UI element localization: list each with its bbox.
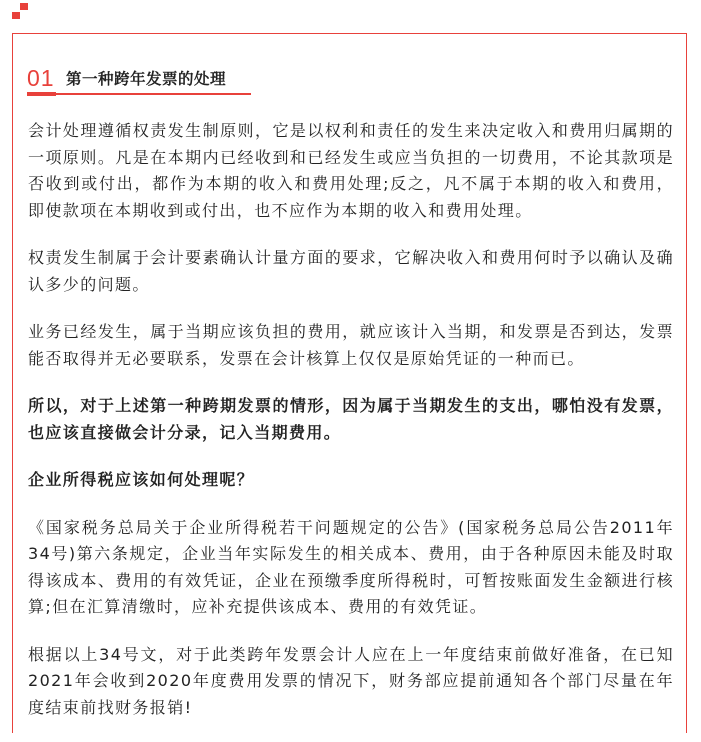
paragraph: 会计处理遵循权责发生制原则，它是以权利和责任的发生来决定收入和费用归属期的一项原则。凡是在本期内已经收到和已经发生或应当负担的一切费用，不论其款项是否收到或付出，都作为本期的收入和费用处理;反之，凡不属于本期的收入和费用，即使款项在本期收到或付出，也不应作为本期的收入和费用处理。 — [28, 121, 674, 220]
section-title: 第一种跨年发票的处理 — [66, 70, 227, 88]
section-number: 01 — [27, 65, 55, 91]
decor-square-1 — [12, 12, 20, 19]
heading-underline — [56, 93, 251, 95]
paragraph: 权责发生制属于会计要素确认计量方面的要求，它解决收入和费用何时予以确认及确认多少的问题。 — [28, 248, 674, 294]
decor-square-2 — [20, 3, 28, 10]
subheading: 企业所得税应该如何处理呢？ — [28, 470, 255, 489]
article-body — [28, 118, 674, 742]
section-heading — [27, 64, 251, 96]
paragraph: 业务已经发生，属于当期应该负担的费用，就应该计入当期，和发票是否到达，发票能否取得并无必要联系，发票在会计核算上仅仅是原始凭证的一种而已。 — [28, 322, 674, 368]
heading-underline-accent — [27, 92, 56, 96]
paragraph: 《国家税务总局关于企业所得税若干问题规定的公告》(国家税务总局公告2011年34号)第六条规定，企业当年实际发生的相关成本、费用，由于各种原因未能及时取得该成本、费用的有效凭证，企业在预缴季度所得税时，可暂按账面发生金额进行核算;但在汇算清缴时，应补充提供该成本、费用的有效凭证。 — [28, 517, 674, 616]
paragraph-bold: 所以，对于上述第一种跨期发票的情形，因为属于当期发生的支出，哪怕没有发票，也应该直接做会计分录，记入当期费用。 — [28, 396, 674, 442]
paragraph: 根据以上34号文，对于此类跨年发票会计人应在上一年度结束前做好准备，在已知2021年会收到2020年度费用发票的情况下，财务部应提前通知各个部门尽量在年度结束前找财务报销! — [28, 644, 674, 717]
